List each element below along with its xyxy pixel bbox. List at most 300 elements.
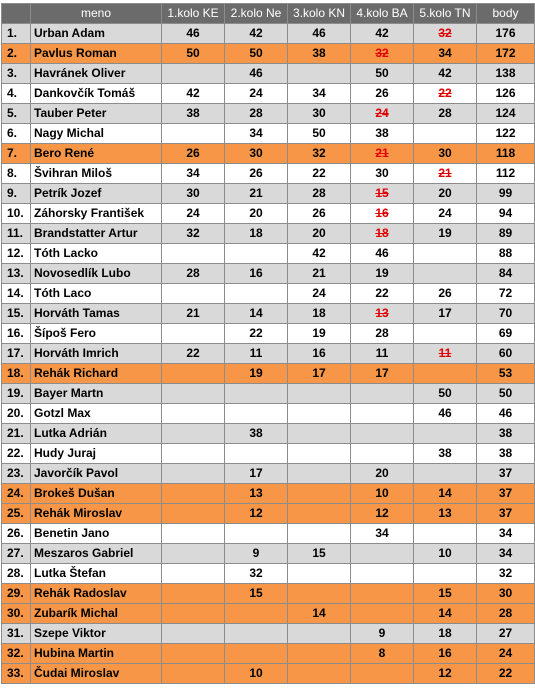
score-value: 42 — [375, 26, 389, 40]
total-value: 34 — [498, 526, 513, 540]
score-value: 19 — [375, 266, 389, 280]
table-row — [2, 124, 535, 144]
score-value: 10 — [375, 486, 389, 500]
round-1-score — [162, 44, 225, 64]
round-3-score — [288, 564, 351, 584]
round-5-score — [414, 444, 477, 464]
table-row — [2, 204, 535, 224]
rank-cell: 24. — [2, 484, 31, 504]
rank-cell: 19. — [2, 384, 31, 404]
score-value: 15 — [375, 186, 389, 200]
round-2-score — [225, 344, 288, 364]
name-cell: Benetin Jano — [31, 524, 162, 544]
score-value: 21 — [249, 186, 263, 200]
score-value: 46 — [312, 26, 326, 40]
score-value: 14 — [249, 306, 263, 320]
results-table — [1, 3, 535, 684]
score-value: 50 — [375, 66, 389, 80]
name-cell: Lutka Adrián — [31, 424, 162, 444]
round-5-score — [414, 64, 477, 84]
round-2-score — [225, 364, 288, 384]
total-score — [477, 384, 535, 404]
round-5-score — [414, 184, 477, 204]
round-5-score — [414, 344, 477, 364]
header-name: meno — [31, 4, 162, 24]
round-1-score — [162, 224, 225, 244]
total-value: 94 — [498, 206, 513, 220]
score-value: 11 — [375, 346, 389, 360]
round-1-score — [162, 84, 225, 104]
total-value: 122 — [495, 126, 516, 140]
total-value: 28 — [498, 606, 513, 620]
round-3-score — [288, 484, 351, 504]
name-cell: Čudai Miroslav — [31, 664, 162, 684]
round-3-score — [288, 584, 351, 604]
header-total: body — [477, 4, 535, 24]
round-1-score — [162, 444, 225, 464]
total-value: 32 — [498, 566, 513, 580]
score-value: 17 — [375, 366, 389, 380]
total-score — [477, 524, 535, 544]
score-value: 24 — [375, 106, 389, 120]
round-5-score — [414, 284, 477, 304]
round-2-score — [225, 284, 288, 304]
rank-cell: 18. — [2, 364, 31, 384]
score-value: 38 — [312, 46, 326, 60]
score-value: 26 — [249, 166, 263, 180]
round-2-score — [225, 564, 288, 584]
round-5-score — [414, 404, 477, 424]
name-cell: Zubarík Michal — [31, 604, 162, 624]
round-2-score — [225, 244, 288, 264]
total-score — [477, 464, 535, 484]
total-score — [477, 104, 535, 124]
total-score — [477, 364, 535, 384]
total-value: 70 — [498, 306, 513, 320]
score-value: 46 — [249, 66, 263, 80]
round-5-score — [414, 604, 477, 624]
rank-cell: 32. — [2, 644, 31, 664]
round-2-score — [225, 164, 288, 184]
round-3-score — [288, 84, 351, 104]
table-row — [2, 524, 535, 544]
score-value: 50 — [438, 386, 452, 400]
score-value: 21 — [375, 146, 389, 160]
rank-cell: 29. — [2, 584, 31, 604]
name-cell: Havránek Oliver — [31, 64, 162, 84]
score-value: 34 — [375, 526, 389, 540]
round-3-score — [288, 124, 351, 144]
round-1-score — [162, 264, 225, 284]
round-1-score — [162, 284, 225, 304]
table-row — [2, 664, 535, 684]
round-5-score — [414, 324, 477, 344]
score-value: 10 — [249, 666, 263, 680]
score-value: 24 — [438, 206, 452, 220]
round-2-score — [225, 644, 288, 664]
rank-cell: 10. — [2, 204, 31, 224]
score-value: 22 — [438, 86, 452, 100]
round-5-score — [414, 104, 477, 124]
score-value: 16 — [438, 646, 452, 660]
score-value: 42 — [312, 246, 326, 260]
round-5-score — [414, 564, 477, 584]
score-value: 34 — [312, 86, 326, 100]
total-value: 37 — [498, 486, 513, 500]
round-4-score — [351, 24, 414, 44]
round-4-score — [351, 464, 414, 484]
total-score — [477, 564, 535, 584]
table-row — [2, 424, 535, 444]
score-value: 12 — [375, 506, 389, 520]
round-3-score — [288, 444, 351, 464]
table-row — [2, 304, 535, 324]
round-5-score — [414, 364, 477, 384]
results-body — [2, 24, 535, 684]
round-4-score — [351, 224, 414, 244]
rank-cell: 5. — [2, 104, 31, 124]
round-2-score — [225, 44, 288, 64]
total-score — [477, 544, 535, 564]
round-2-score — [225, 184, 288, 204]
name-cell: Novosedlík Lubo — [31, 264, 162, 284]
round-4-score — [351, 64, 414, 84]
total-value: 50 — [498, 386, 513, 400]
score-value: 21 — [186, 306, 200, 320]
score-value: 32 — [312, 146, 326, 160]
score-value: 20 — [312, 226, 326, 240]
name-cell: Brokeš Dušan — [31, 484, 162, 504]
total-value: 99 — [498, 186, 513, 200]
round-4-score — [351, 124, 414, 144]
score-value: 32 — [375, 46, 389, 60]
score-value: 12 — [438, 666, 452, 680]
score-value: 13 — [249, 486, 263, 500]
score-value: 20 — [438, 186, 452, 200]
round-4-score — [351, 564, 414, 584]
total-value: 124 — [495, 106, 516, 120]
round-2-score — [225, 504, 288, 524]
round-4-score — [351, 644, 414, 664]
score-value: 26 — [312, 206, 326, 220]
round-3-score — [288, 164, 351, 184]
table-row — [2, 344, 535, 364]
total-score — [477, 324, 535, 344]
header-round-3: 3.kolo KN — [288, 4, 351, 24]
round-5-score — [414, 304, 477, 324]
score-value: 26 — [438, 286, 452, 300]
name-cell: Urban Adam — [31, 24, 162, 44]
total-score — [477, 644, 535, 664]
round-1-score — [162, 484, 225, 504]
score-value: 32 — [438, 26, 452, 40]
table-row — [2, 244, 535, 264]
round-1-score — [162, 104, 225, 124]
name-cell: Javorčík Pavol — [31, 464, 162, 484]
score-value: 30 — [438, 146, 452, 160]
round-2-score — [225, 64, 288, 84]
rank-cell: 23. — [2, 464, 31, 484]
round-3-score — [288, 104, 351, 124]
total-value: 22 — [498, 666, 513, 680]
round-2-score — [225, 404, 288, 424]
name-cell: Horváth Tamas — [31, 304, 162, 324]
score-value: 12 — [249, 506, 263, 520]
round-4-score — [351, 44, 414, 64]
score-value: 38 — [249, 426, 263, 440]
table-row — [2, 44, 535, 64]
total-value: 38 — [498, 446, 513, 460]
name-cell: Záhorsky František — [31, 204, 162, 224]
round-1-score — [162, 384, 225, 404]
score-value: 46 — [186, 26, 200, 40]
table-row — [2, 604, 535, 624]
total-value: 60 — [498, 346, 513, 360]
score-value: 46 — [375, 246, 389, 260]
name-cell: Lutka Štefan — [31, 564, 162, 584]
rank-cell: 9. — [2, 184, 31, 204]
score-value: 15 — [249, 586, 263, 600]
round-1-score — [162, 464, 225, 484]
score-value: 50 — [186, 46, 200, 60]
table-row — [2, 484, 535, 504]
table-row — [2, 644, 535, 664]
round-4-score — [351, 664, 414, 684]
table-row — [2, 624, 535, 644]
round-2-score — [225, 144, 288, 164]
score-value: 26 — [375, 86, 389, 100]
score-value: 28 — [312, 186, 326, 200]
round-3-score — [288, 424, 351, 444]
header-round-4: 4.kolo BA — [351, 4, 414, 24]
score-value: 8 — [378, 646, 386, 660]
round-2-score — [225, 84, 288, 104]
table-row — [2, 84, 535, 104]
total-score — [477, 584, 535, 604]
table-row — [2, 164, 535, 184]
round-1-score — [162, 24, 225, 44]
total-value: 89 — [498, 226, 513, 240]
total-value: 72 — [498, 286, 513, 300]
rank-cell: 1. — [2, 24, 31, 44]
score-value: 42 — [186, 86, 200, 100]
round-4-score — [351, 324, 414, 344]
round-5-score — [414, 584, 477, 604]
round-4-score — [351, 344, 414, 364]
total-score — [477, 224, 535, 244]
round-1-score — [162, 644, 225, 664]
total-score — [477, 204, 535, 224]
round-3-score — [288, 644, 351, 664]
round-4-score — [351, 144, 414, 164]
name-cell: Rehák Radoslav — [31, 584, 162, 604]
round-4-score — [351, 444, 414, 464]
score-value: 30 — [312, 106, 326, 120]
table-row — [2, 504, 535, 524]
name-cell: Tóth Laco — [31, 284, 162, 304]
table-row — [2, 324, 535, 344]
score-value: 42 — [249, 26, 263, 40]
name-cell: Szepe Viktor — [31, 624, 162, 644]
round-5-score — [414, 504, 477, 524]
score-value: 38 — [186, 106, 200, 120]
total-score — [477, 304, 535, 324]
round-4-score — [351, 604, 414, 624]
round-3-score — [288, 664, 351, 684]
score-value: 19 — [249, 366, 263, 380]
score-value: 13 — [375, 306, 389, 320]
round-3-score — [288, 604, 351, 624]
round-5-score — [414, 544, 477, 564]
round-5-score — [414, 84, 477, 104]
rank-cell: 16. — [2, 324, 31, 344]
name-cell: Brandstatter Artur — [31, 224, 162, 244]
total-score — [477, 264, 535, 284]
score-value: 22 — [312, 166, 326, 180]
score-value: 19 — [312, 326, 326, 340]
round-5-score — [414, 164, 477, 184]
round-3-score — [288, 284, 351, 304]
table-row — [2, 264, 535, 284]
score-value: 32 — [186, 226, 200, 240]
round-4-score — [351, 404, 414, 424]
total-value: 27 — [498, 626, 513, 640]
round-5-score — [414, 624, 477, 644]
rank-cell: 7. — [2, 144, 31, 164]
round-5-score — [414, 464, 477, 484]
round-4-score — [351, 184, 414, 204]
total-value: 24 — [498, 646, 513, 660]
total-value: 112 — [495, 166, 516, 180]
score-value: 28 — [249, 106, 263, 120]
rank-cell: 12. — [2, 244, 31, 264]
table-row — [2, 64, 535, 84]
round-2-score — [225, 624, 288, 644]
score-value: 14 — [438, 486, 452, 500]
total-value: 88 — [498, 246, 513, 260]
rank-cell: 21. — [2, 424, 31, 444]
table-row — [2, 24, 535, 44]
round-4-score — [351, 484, 414, 504]
name-cell: Rehák Richard — [31, 364, 162, 384]
round-2-score — [225, 664, 288, 684]
round-4-score — [351, 544, 414, 564]
rank-cell: 30. — [2, 604, 31, 624]
rank-cell: 25. — [2, 504, 31, 524]
round-4-score — [351, 164, 414, 184]
score-value: 30 — [249, 146, 263, 160]
round-5-score — [414, 124, 477, 144]
name-cell: Petrík Jozef — [31, 184, 162, 204]
round-1-score — [162, 164, 225, 184]
rank-cell: 20. — [2, 404, 31, 424]
round-5-score — [414, 524, 477, 544]
round-1-score — [162, 344, 225, 364]
score-value: 30 — [375, 166, 389, 180]
total-score — [477, 604, 535, 624]
round-2-score — [225, 544, 288, 564]
round-3-score — [288, 144, 351, 164]
table-row — [2, 544, 535, 564]
score-value: 34 — [249, 126, 263, 140]
round-1-score — [162, 584, 225, 604]
round-3-score — [288, 64, 351, 84]
rank-cell: 6. — [2, 124, 31, 144]
round-3-score — [288, 184, 351, 204]
total-score — [477, 164, 535, 184]
header-round-1: 1.kolo KE — [162, 4, 225, 24]
score-value: 32 — [249, 566, 263, 580]
total-score — [477, 284, 535, 304]
total-score — [477, 44, 535, 64]
total-score — [477, 404, 535, 424]
score-value: 24 — [186, 206, 200, 220]
header-round-2: 2.kolo Ne — [225, 4, 288, 24]
name-cell: Tauber Peter — [31, 104, 162, 124]
round-1-score — [162, 144, 225, 164]
round-3-score — [288, 264, 351, 284]
header-row — [2, 4, 535, 24]
round-3-score — [288, 304, 351, 324]
name-cell: Šípoš Fero — [31, 324, 162, 344]
round-2-score — [225, 24, 288, 44]
total-score — [477, 624, 535, 644]
round-3-score — [288, 24, 351, 44]
round-1-score — [162, 364, 225, 384]
round-4-score — [351, 504, 414, 524]
round-1-score — [162, 184, 225, 204]
round-3-score — [288, 344, 351, 364]
total-value: 34 — [498, 546, 513, 560]
score-value: 14 — [312, 606, 326, 620]
score-value: 16 — [375, 206, 389, 220]
name-cell: Tóth Lacko — [31, 244, 162, 264]
total-value: 37 — [498, 466, 513, 480]
name-cell: Bayer Martn — [31, 384, 162, 404]
rank-cell: 28. — [2, 564, 31, 584]
score-value: 14 — [438, 606, 452, 620]
table-row — [2, 104, 535, 124]
name-cell: Rehák Miroslav — [31, 504, 162, 524]
round-4-score — [351, 584, 414, 604]
rank-cell: 15. — [2, 304, 31, 324]
header-rank — [2, 4, 31, 24]
rank-cell: 8. — [2, 164, 31, 184]
table-row — [2, 464, 535, 484]
score-value: 28 — [375, 326, 389, 340]
score-value: 18 — [375, 226, 389, 240]
score-value: 30 — [186, 186, 200, 200]
round-4-score — [351, 364, 414, 384]
score-value: 42 — [438, 66, 452, 80]
score-value: 18 — [438, 626, 452, 640]
round-4-score — [351, 624, 414, 644]
round-1-score — [162, 424, 225, 444]
name-cell: Pavlus Roman — [31, 44, 162, 64]
name-cell: Švihran Miloš — [31, 164, 162, 184]
round-3-score — [288, 224, 351, 244]
round-2-score — [225, 264, 288, 284]
total-value: 38 — [498, 426, 513, 440]
round-4-score — [351, 284, 414, 304]
round-1-score — [162, 504, 225, 524]
score-value: 13 — [438, 506, 452, 520]
total-score — [477, 84, 535, 104]
rank-cell: 13. — [2, 264, 31, 284]
score-value: 18 — [312, 306, 326, 320]
score-value: 16 — [312, 346, 326, 360]
score-value: 16 — [249, 266, 263, 280]
